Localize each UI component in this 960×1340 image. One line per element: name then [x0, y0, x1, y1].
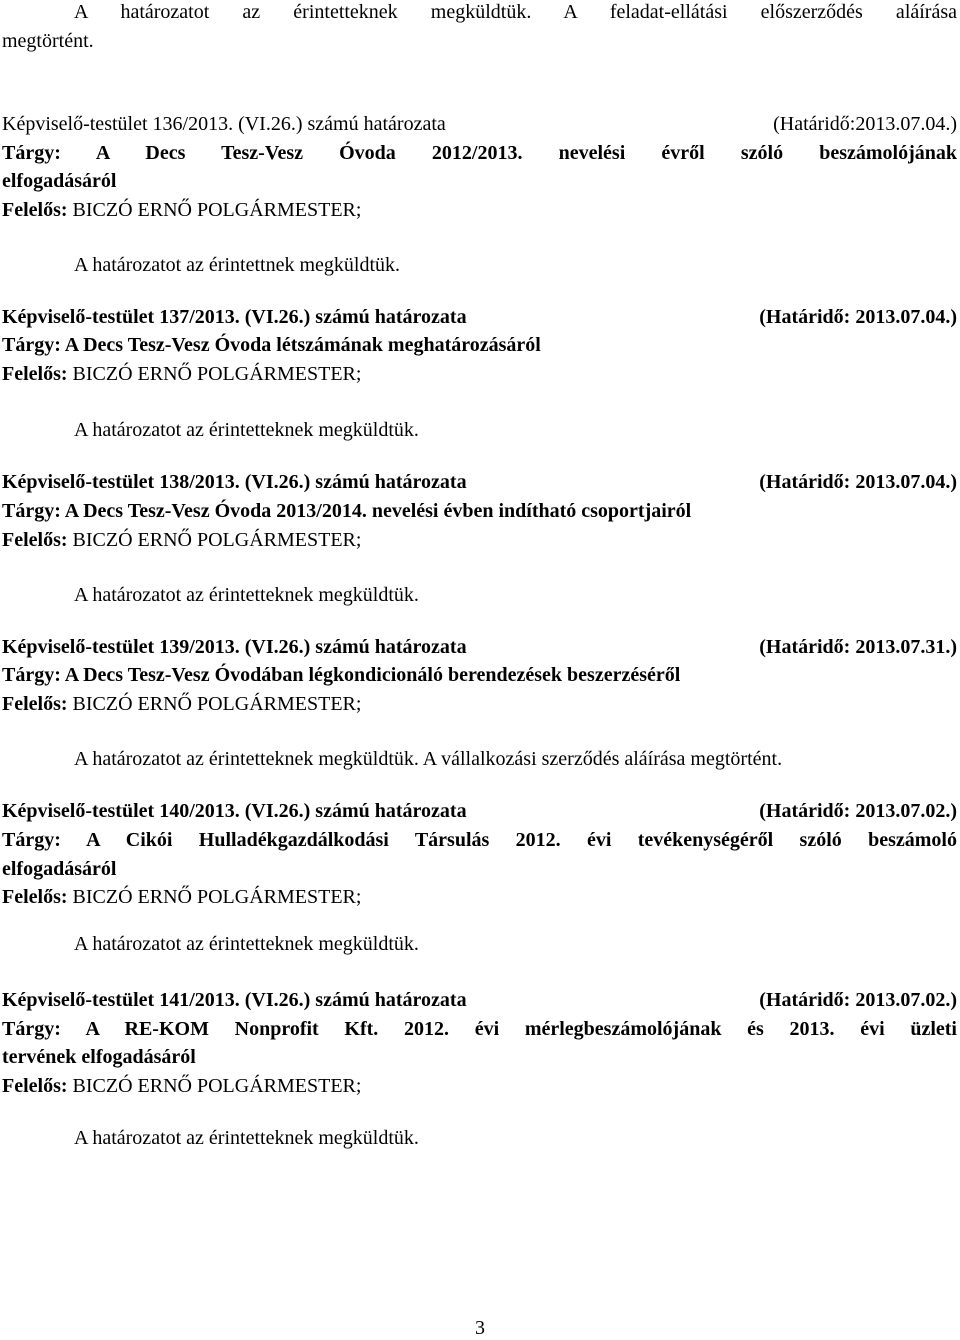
intro-line-2: megtörtént.: [2, 30, 94, 52]
resolution-138-title: Képviselő-testület 138/2013. (VI.26.) számú határozata: [2, 471, 467, 493]
resolution-140-header: [2, 799, 957, 823]
resolution-140-title: Képviselő-testület 140/2013. (VI.26.) számú határozata: [2, 800, 467, 822]
responsible-label: Felelős:: [2, 693, 68, 715]
resolution-137-responsible: [2, 362, 957, 386]
resolution-136-subject-line-1: Tárgy: A Decs Tesz-Vesz Óvoda 2012/2013. nevelési évről szóló beszámolójának: [2, 142, 957, 164]
responsible-name: BICZÓ ERNŐ POLGÁRMESTER;: [67, 693, 362, 715]
resolution-140-note: A határozatot az érintetteknek megküldtük.: [74, 933, 419, 955]
resolution-141-header: [2, 988, 957, 1012]
resolution-141-title: Képviselő-testület 141/2013. (VI.26.) számú határozata: [2, 989, 467, 1011]
responsible-label: Felelős:: [2, 529, 68, 551]
resolution-138-note: A határozatot az érintetteknek megküldtük.: [74, 584, 419, 606]
resolution-139-note: A határozatot az érintetteknek megküldtük. A vállalkozási szerződés aláírása megtörtént.: [74, 748, 783, 770]
resolution-136-note: A határozatot az érintettnek megküldtük.: [74, 254, 400, 276]
resolution-138-header: [2, 470, 957, 494]
resolution-141-subject-line-2: tervének elfogadásáról: [2, 1046, 196, 1068]
responsible-label: Felelős:: [2, 199, 68, 221]
resolution-137-note: A határozatot az érintetteknek megküldtük.: [74, 419, 419, 441]
resolution-137-title: Képviselő-testület 137/2013. (VI.26.) számú határozata: [2, 306, 467, 328]
responsible-label: Felelős:: [2, 363, 68, 385]
resolution-140-subject-line-2: elfogadásáról: [2, 858, 117, 880]
resolution-136-header: [2, 112, 957, 136]
resolution-139-subject-line-1: Tárgy: A Decs Tesz-Vesz Óvodában légkondicionáló berendezések beszerzéséről: [2, 664, 681, 686]
resolution-141-note: A határozatot az érintetteknek megküldtük.: [74, 1127, 419, 1149]
resolution-138-deadline: (Határidő: 2013.07.04.): [759, 471, 957, 493]
responsible-name: BICZÓ ERNŐ POLGÁRMESTER;: [67, 529, 362, 551]
responsible-label: Felelős:: [2, 1075, 68, 1097]
resolution-140-subject-line-1: Tárgy: A Cikói Hulladékgazdálkodási Társulás 2012. évi tevékenységéről szóló beszámoló: [2, 829, 957, 851]
resolution-136-deadline: (Határidő:2013.07.04.): [773, 113, 957, 135]
resolution-136-title: Képviselő-testület 136/2013. (VI.26.) számú határozata: [2, 113, 446, 135]
resolution-139-responsible: [2, 692, 957, 716]
resolution-137-header: [2, 305, 957, 329]
resolution-137-subject-line-1: Tárgy: A Decs Tesz-Vesz Óvoda létszámának meghatározásáról: [2, 334, 541, 356]
responsible-label: Felelős:: [2, 886, 68, 908]
responsible-name: BICZÓ ERNŐ POLGÁRMESTER;: [67, 363, 362, 385]
page-number: 3: [475, 1317, 485, 1339]
resolution-139-deadline: (Határidő: 2013.07.31.): [759, 636, 957, 658]
resolution-139-header: [2, 635, 957, 659]
resolution-137-deadline: (Határidő: 2013.07.04.): [759, 306, 957, 328]
resolution-138-responsible: [2, 528, 957, 552]
resolution-140-deadline: (Határidő: 2013.07.02.): [759, 800, 957, 822]
resolution-136-responsible: [2, 198, 957, 222]
resolution-141-subject-line-1: Tárgy: A RE-KOM Nonprofit Kft. 2012. évi mérlegbeszámolójának és 2013. évi üzleti: [2, 1018, 957, 1040]
responsible-name: BICZÓ ERNŐ POLGÁRMESTER;: [67, 886, 362, 908]
intro-line-1: A határozatot az érintetteknek megküldtük. A feladat-ellátási előszerződés aláírása: [74, 1, 957, 23]
resolution-141-responsible: [2, 1074, 957, 1098]
resolution-139-title: Képviselő-testület 139/2013. (VI.26.) számú határozata: [2, 636, 467, 658]
resolution-141-deadline: (Határidő: 2013.07.02.): [759, 989, 957, 1011]
resolution-138-subject-line-1: Tárgy: A Decs Tesz-Vesz Óvoda 2013/2014. nevelési évben indítható csoportjairól: [2, 500, 692, 522]
resolution-136-subject-line-2: elfogadásáról: [2, 170, 117, 192]
responsible-name: BICZÓ ERNŐ POLGÁRMESTER;: [67, 199, 362, 221]
responsible-name: BICZÓ ERNŐ POLGÁRMESTER;: [67, 1075, 362, 1097]
resolution-140-responsible: [2, 885, 957, 909]
